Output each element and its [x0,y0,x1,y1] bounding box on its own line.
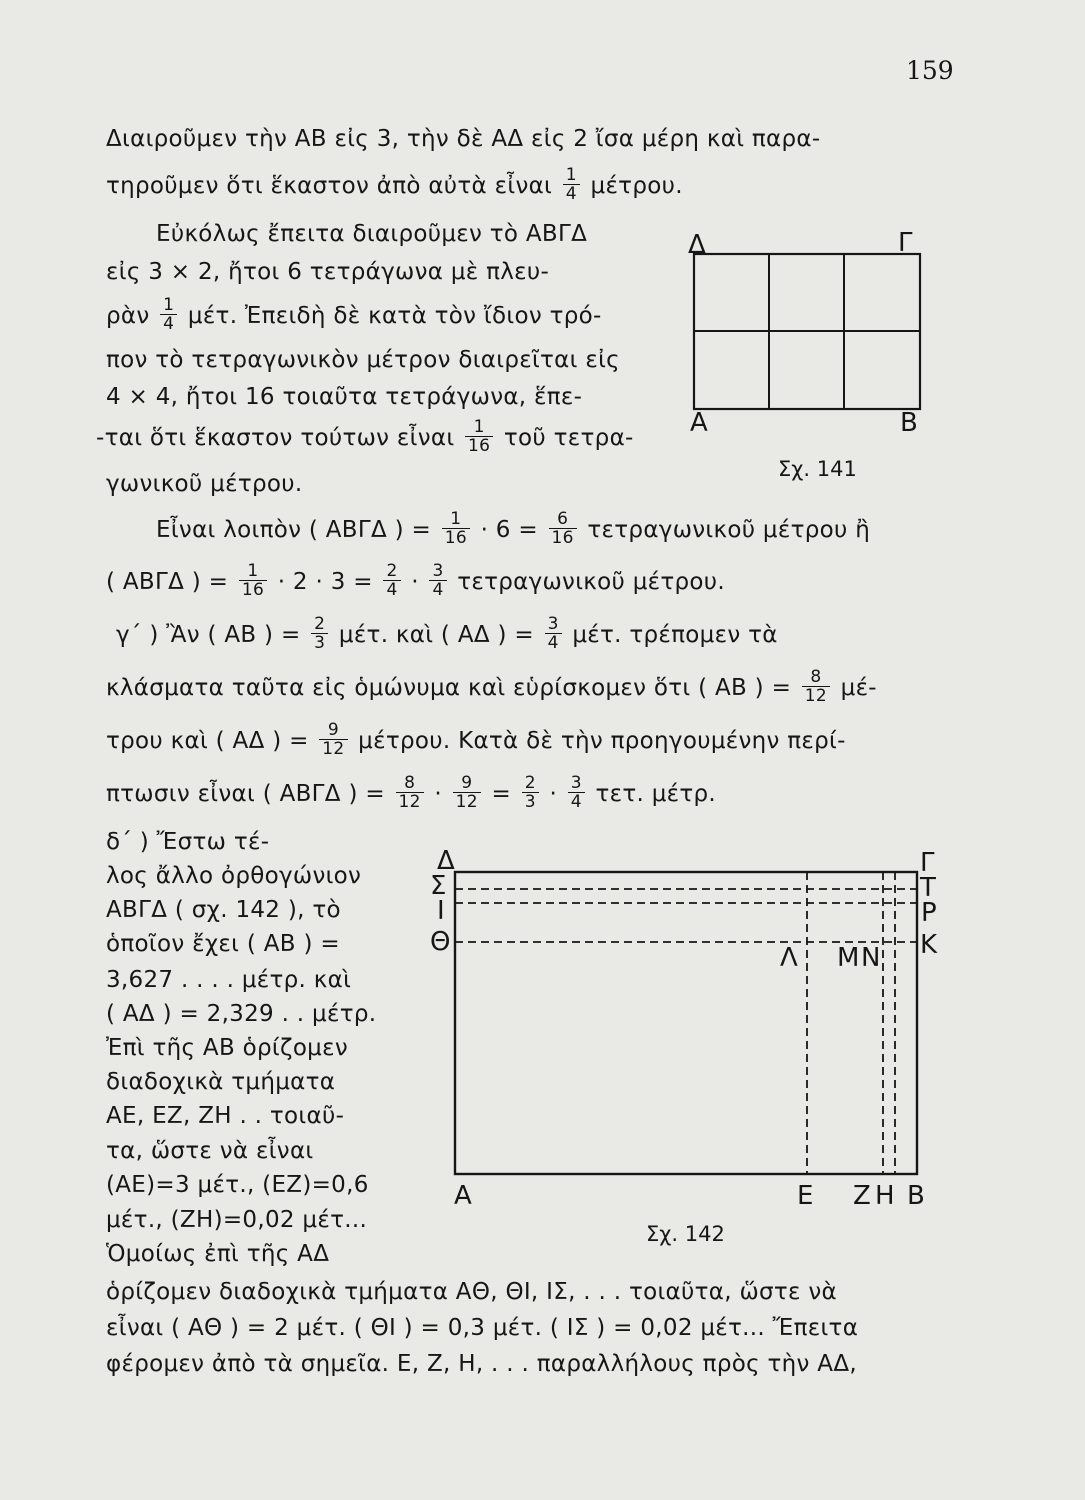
fig142-label-eta: Η [875,1181,895,1211]
text-line-14: τρου καὶ ( ΑΔ ) = $\frac{9}{12}$ μέτρου. Κατὰ δὲ τὴν προηγουμένην περί- [106,720,846,759]
figure-141-grid [690,250,930,420]
bottom-line-2: εἶναι ( ΑΘ ) = 2 μέτ. ( ΘΙ ) = 0,3 μέτ. ( ΙΣ ) = 0,02 μέτ... Ἔπειτα [106,1315,859,1341]
fraction-sixteenth: $\frac{1}{16}$ [239,562,267,599]
fraction-quarter: $\frac{1}{4}$ [563,166,580,203]
fig141-label-beta: Β [900,408,918,438]
fraction-quarter: $\frac{1}{4}$ [160,296,177,333]
fig142-label-theta: Θ [430,927,451,957]
text-line-15: πτωσιν εἶναι ( ΑΒΓΔ ) = $\frac{8}{12}$ · $\frac{9}{12}$ = $\frac{2}{3}$ · $\frac{3}{4}$ τετ. μέτρ. [106,773,717,812]
fig142-label-tau: Τ [920,873,936,903]
fraction-two-fourths: $\frac{2}{4}$ [383,562,400,599]
fig142-label-alpha: Α [454,1181,472,1211]
fig141-label-delta: Δ [688,230,706,260]
fraction-nine-twelfths: $\frac{9}{12}$ [319,721,347,758]
column-line-1: δ΄ ) Ἔστω τέ- [106,829,270,855]
column-line-6: ( ΑΔ ) = 2,329 . . μέτρ. [106,1001,377,1027]
fraction-sixteenth: $\frac{1}{16}$ [465,418,493,455]
column-line-2: λος ἄλλο ὀρθογώνιον [106,863,362,889]
fraction-nine-twelfths: $\frac{9}{12}$ [453,774,481,811]
fig141-label-gamma: Γ [898,228,913,258]
column-line-12: μέτ., (ΖΗ)=0,02 μέτ... [106,1207,368,1233]
fig142-label-iota: Ι [437,896,445,926]
fig142-label-rho: Ρ [921,898,937,928]
fraction-eight-twelfths: $\frac{8}{12}$ [802,668,830,705]
column-line-8: διαδοχικὰ τμήματα [106,1069,336,1095]
fraction-three-fourths: $\frac{3}{4}$ [568,774,585,811]
fraction-three-fourths: $\frac{3}{4}$ [545,615,562,652]
column-line-10: τα, ὥστε νὰ εἶναι [106,1138,314,1164]
column-line-7: Ἐπὶ τῆς ΑΒ ὁρίζομεν [106,1035,349,1061]
fraction-two-thirds: $\frac{2}{3}$ [522,774,539,811]
column-line-4: ὁποῖον ἔχει ( ΑΒ ) = [106,931,340,957]
figure-141-caption: Σχ. 141 [778,457,857,481]
bottom-line-3: φέρομεν ἀπὸ τὰ σημεῖα. Ε, Ζ, Η, . . . παραλλήλους πρὸς τὴν ΑΔ, [106,1351,857,1377]
text-line-11: ( ΑΒΓΔ ) = $\frac{1}{16}$ · 2 · 3 = $\frac{2}{4}$ · $\frac{3}{4}$ τετραγωνικοῦ μέτρου. [106,561,726,600]
text-line-4: εἰς 3 × 2, ἤτοι 6 τετράγωνα μὲ πλευ- [106,259,550,285]
text-line-8: -ται ὅτι ἕκαστον τούτων εἶναι $\frac{1}{16}$ τοῦ τετρα- [96,417,634,456]
fig142-label-epsilon: Ε [797,1181,814,1211]
column-line-13: Ὁμοίως ἐπὶ τῆς ΑΔ [106,1241,330,1267]
fig142-label-sigma: Σ [430,871,447,901]
column-line-11: (ΑΕ)=3 μέτ., (ΕΖ)=0,6 [106,1172,369,1198]
text-line-1: Διαιροῦμεν τὴν ΑΒ εἰς 3, τὴν δὲ ΑΔ εἰς 2 ἴσα μέρη καὶ παρα- [106,126,821,152]
fig142-label-lambda: Λ [780,943,798,973]
text-line-7: 4 × 4, ἤτοι 16 τοιαῦτα τετράγωνα, ἕπε- [106,384,583,410]
column-line-9: ΑΕ, ΕΖ, ΖΗ . . τοιαῦ- [106,1103,345,1129]
fraction-sixteenth: $\frac{1}{16}$ [442,510,470,547]
fig142-label-zeta: Ζ [853,1181,871,1211]
text-line-13: κλάσματα ταῦτα εἰς ὁμώνυμα καὶ εὑρίσκομεν ὅτι ( ΑΒ ) = $\frac{8}{12}$ μέ- [106,667,877,706]
text-line-2: τηροῦμεν ὅτι ἕκαστον ἀπὸ αὐτὰ εἶναι $\frac{1}{4}$ μέτρου. [106,165,683,204]
fig142-label-nu: Ν [861,943,881,973]
fraction-two-thirds: $\frac{2}{3}$ [311,615,328,652]
text-line-10: Εἶναι λοιπὸν ( ΑΒΓΔ ) = $\frac{1}{16}$ · 6 = $\frac{6}{16}$ τετραγωνικοῦ μέτρου ἢ [156,509,871,548]
fraction-eight-twelfths: $\frac{8}{12}$ [396,774,424,811]
fraction-six-sixteenths: $\frac{6}{16}$ [549,510,577,547]
text-line-6: πον τὸ τετραγωνικὸν μέτρον διαιρεῖται εἰς [106,347,620,373]
bottom-line-1: ὁρίζομεν διαδοχικὰ τμήματα ΑΘ, ΘΙ, ΙΣ, . . . τοιαῦτα, ὥστε νὰ [106,1279,837,1305]
figure-142-rectangle [440,860,930,1190]
text-line-12: γ΄ ) Ἂν ( ΑΒ ) = $\frac{2}{3}$ μέτ. καὶ ( ΑΔ ) = $\frac{3}{4}$ μέτ. τρέπομεν τὰ [116,614,778,653]
fig142-label-kappa: Κ [920,930,938,960]
column-line-3: ΑΒΓΔ ( σχ. 142 ), τὸ [106,897,341,923]
text-line-5: ρὰν $\frac{1}{4}$ μέτ. Ἐπειδὴ δὲ κατὰ τὸν ἴδιον τρό- [106,295,602,334]
fig141-label-alpha: Α [690,408,708,438]
column-line-5: 3,627 . . . . μέτρ. καὶ [106,967,352,993]
fig142-label-delta: Δ [437,846,455,876]
fraction-three-fourths: $\frac{3}{4}$ [429,562,446,599]
text-line-9: γωνικοῦ μέτρου. [106,471,303,497]
fig142-label-mu: Μ [837,943,860,973]
fig142-label-gamma: Γ [920,848,935,878]
figure-142-caption: Σχ. 142 [646,1222,725,1246]
fig142-label-beta: Β [907,1181,925,1211]
page-number: 159 [906,56,954,85]
text-line-3: Εὐκόλως ἔπειτα διαιροῦμεν τὸ ΑΒΓΔ [156,221,588,247]
